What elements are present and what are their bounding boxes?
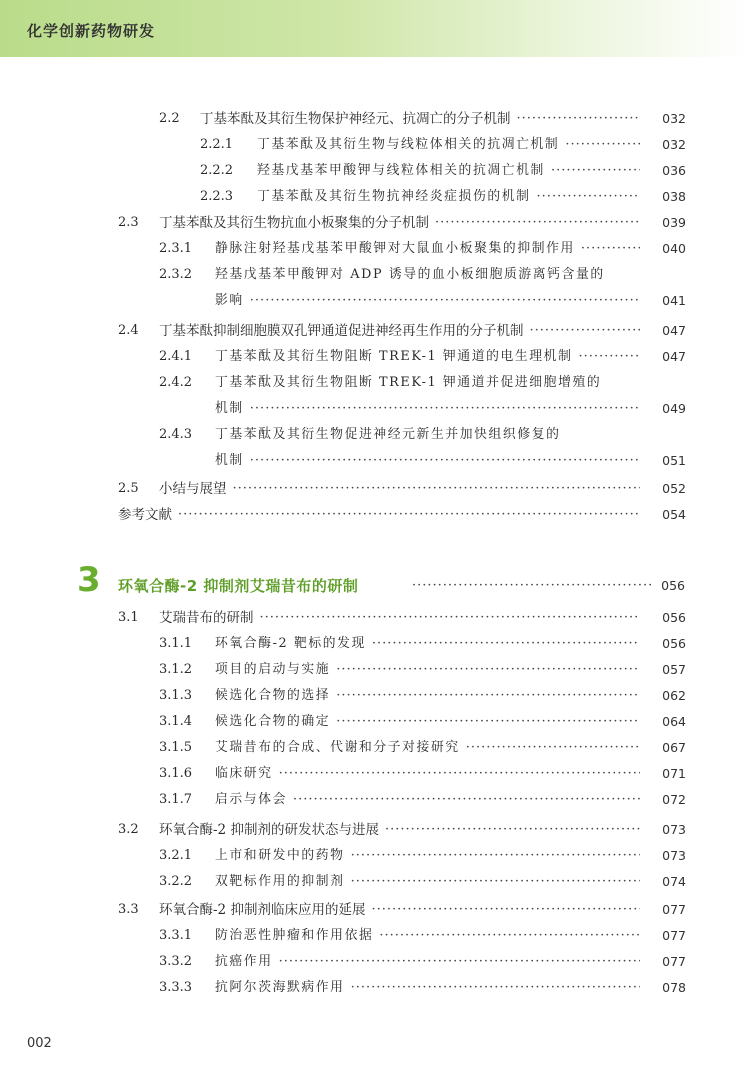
running-header-title: 化学创新药物研发 xyxy=(27,22,156,40)
leader-dots xyxy=(551,160,640,182)
toc-entry-number: 3.2 xyxy=(118,822,139,837)
toc-entry-title: 静脉注射羟基戊基苯甲酸钾对大鼠血小板聚集的抑制作用 xyxy=(215,241,575,256)
leader-dots xyxy=(435,212,640,234)
leader-dots xyxy=(279,951,640,973)
toc-entry xyxy=(0,789,686,811)
toc-entry-number: 2.2.2 xyxy=(200,163,234,178)
leader-dots xyxy=(581,238,640,260)
toc-entry-title: 抗癌作用 xyxy=(215,954,273,969)
toc-entry xyxy=(0,925,686,947)
toc-entry-page: 078 xyxy=(662,980,686,995)
toc-entry-page: 052 xyxy=(662,481,686,496)
toc-entry-page: 077 xyxy=(662,902,686,917)
toc-entry-number: 2.4.2 xyxy=(159,375,193,390)
toc-entry-page: 067 xyxy=(662,740,686,755)
toc-entry xyxy=(0,238,686,260)
toc-entry-title: 小结与展望 xyxy=(159,481,227,497)
leader-dots xyxy=(279,763,640,785)
toc-entry-number: 3.1.6 xyxy=(159,766,193,781)
toc-entry xyxy=(0,659,686,681)
toc-entry xyxy=(0,108,686,130)
toc-entry-page: 032 xyxy=(662,111,686,126)
toc-entry-page: 056 xyxy=(662,610,686,625)
toc-entry xyxy=(0,951,686,973)
toc-entry xyxy=(0,134,686,156)
leader-dots xyxy=(336,659,640,681)
toc-entry-page: 056 xyxy=(662,636,686,651)
toc-entry xyxy=(0,737,686,759)
toc-entry-title: 启示与体会 xyxy=(215,792,287,807)
toc-entry-title: 环氧合酶-2 靶标的发现 xyxy=(215,636,366,651)
toc-entry-number: 2.4 xyxy=(118,323,139,338)
toc-entry xyxy=(0,899,686,921)
toc-entry-title: 丁基苯酞及其衍生物与线粒体相关的抗凋亡机制 xyxy=(257,137,560,152)
toc-entry xyxy=(0,871,686,893)
toc-entry-number: 3.3.3 xyxy=(159,980,193,995)
toc-entry xyxy=(0,711,686,733)
leader-dots xyxy=(336,685,640,707)
toc-entry-title: 候选化合物的确定 xyxy=(215,714,331,729)
toc-entry-title: 参考文献 xyxy=(118,507,172,523)
toc-entry-number: 3.1 xyxy=(118,610,139,625)
toc-entry xyxy=(0,186,686,208)
leader-dots xyxy=(351,845,640,867)
toc-entry-number: 3.3 xyxy=(118,902,139,917)
toc-entry-title: 环氧合酶-2 抑制剂临床应用的延展 xyxy=(159,902,366,918)
toc-entry-page: 041 xyxy=(662,293,686,308)
leader-dots xyxy=(250,290,640,312)
toc-entry-page: 049 xyxy=(662,401,686,416)
toc-entry-number: 2.4.3 xyxy=(159,427,193,442)
leader-dots xyxy=(379,925,640,947)
toc-entry-page: 047 xyxy=(662,323,686,338)
toc-entry-number: 2.2 xyxy=(159,111,180,126)
leader-dots xyxy=(233,478,641,500)
leader-dots xyxy=(412,575,652,597)
toc-entry-page: 051 xyxy=(662,453,686,468)
toc-entry-title: 抗阿尔茨海默病作用 xyxy=(215,980,345,995)
toc-entry-number: 3.1.7 xyxy=(159,792,193,807)
toc-entry-number: 2.2.1 xyxy=(200,137,234,152)
toc-entry-title: 环氧合酶-2 抑制剂的研发状态与进展 xyxy=(159,822,379,838)
toc-entry-page: 071 xyxy=(662,766,686,781)
toc-entry-continuation xyxy=(0,450,686,472)
toc-entry-page: 039 xyxy=(662,215,686,230)
toc-entry-title-continued: 机制 xyxy=(215,401,244,416)
page-number: 002 xyxy=(27,1036,52,1051)
toc-entry xyxy=(0,685,686,707)
toc-entry xyxy=(0,763,686,785)
toc-entry xyxy=(0,607,686,629)
toc-entry-page: 072 xyxy=(662,792,686,807)
toc-entry-number: 2.2.3 xyxy=(200,189,234,204)
toc-entry-page: 064 xyxy=(662,714,686,729)
toc-entry-number: 2.3.2 xyxy=(159,267,193,282)
toc-entry-page: 040 xyxy=(662,241,686,256)
toc-entry xyxy=(0,346,686,368)
toc-entry-page: 036 xyxy=(662,163,686,178)
toc-entry xyxy=(0,819,686,841)
toc-entry xyxy=(0,633,686,655)
toc-entry-continuation xyxy=(0,398,686,420)
toc-entry-number: 3.2.2 xyxy=(159,874,193,889)
leader-dots xyxy=(537,186,640,208)
leader-dots xyxy=(530,320,641,342)
toc-entry-page: 047 xyxy=(662,349,686,364)
toc-entry-title-continued: 机制 xyxy=(215,453,244,468)
toc-entry xyxy=(0,264,686,286)
toc-entry-number: 2.3 xyxy=(118,215,139,230)
toc-entry-number: 3.3.1 xyxy=(159,928,193,943)
toc-entry-number: 3.1.4 xyxy=(159,714,193,729)
toc-entry-title: 丁基苯酞抑制细胞膜双孔钾通道促进神经再生作用的分子机制 xyxy=(159,323,524,339)
toc-entry-title: 丁基苯酞及其衍生物阻断 TREK-1 钾通道并促进细胞增殖的 xyxy=(215,375,602,390)
toc-entry xyxy=(0,320,686,342)
toc-entry-title: 丁基苯酞及其衍生物抗神经炎症损伤的机制 xyxy=(257,189,531,204)
toc-entry xyxy=(0,372,686,394)
chapter-page-number: 056 xyxy=(661,578,685,593)
toc-entry-page: 077 xyxy=(662,928,686,943)
leader-dots xyxy=(371,899,640,921)
toc-entry-number: 3.1.1 xyxy=(159,636,193,651)
toc-entry-title: 艾瑞昔布的合成、代谢和分子对接研究 xyxy=(215,740,460,755)
toc-entry-number: 2.4.1 xyxy=(159,349,193,364)
toc-entry-title-continued: 影响 xyxy=(215,293,244,308)
toc-entry-continuation xyxy=(0,290,686,312)
leader-dots xyxy=(466,737,640,759)
leader-dots xyxy=(250,398,640,420)
leader-dots xyxy=(260,607,641,629)
toc-entry-number: 2.3.1 xyxy=(159,241,193,256)
toc-entry xyxy=(0,845,686,867)
toc-entry-number: 3.3.2 xyxy=(159,954,193,969)
toc-entry-title: 候选化合物的选择 xyxy=(215,688,331,703)
leader-dots xyxy=(351,977,640,999)
leader-dots xyxy=(517,108,641,130)
toc-entry-number: 3.2.1 xyxy=(159,848,193,863)
leader-dots xyxy=(293,789,640,811)
toc-entry-page: 038 xyxy=(662,189,686,204)
toc-entry-page: 032 xyxy=(662,137,686,152)
leader-dots xyxy=(178,504,640,526)
leader-dots xyxy=(372,633,640,655)
toc-entry-title: 丁基苯酞及其衍生物阻断 TREK-1 钾通道的电生理机制 xyxy=(215,349,573,364)
leader-dots xyxy=(250,450,640,472)
toc-entry-page: 057 xyxy=(662,662,686,677)
chapter-title: 环氧合酶-2 抑制剂艾瑞昔布的研制 xyxy=(118,577,359,595)
toc-entry-number: 3.1.2 xyxy=(159,662,193,677)
toc-entry-title: 双靶标作用的抑制剂 xyxy=(215,874,345,889)
toc-entry-title: 上市和研发中的药物 xyxy=(215,848,345,863)
toc-entry-title: 丁基苯酞及其衍生物促进神经元新生并加快组织修复的 xyxy=(215,427,561,442)
toc-entry-title: 羟基戊基苯甲酸钾与线粒体相关的抗凋亡机制 xyxy=(257,163,545,178)
toc-entry xyxy=(0,160,686,182)
toc-entry-number: 3.1.3 xyxy=(159,688,193,703)
toc-entry-page: 077 xyxy=(662,954,686,969)
toc-entry-title: 羟基戊基苯甲酸钾对 ADP 诱导的血小板细胞质游离钙含量的 xyxy=(215,267,605,282)
toc-entry-page: 073 xyxy=(662,822,686,837)
toc-entry-title: 丁基苯酞及其衍生物保护神经元、抗凋亡的分子机制 xyxy=(200,111,511,127)
toc-entry-title: 艾瑞昔布的研制 xyxy=(159,610,254,626)
toc-entry xyxy=(0,212,686,234)
toc-entry-number: 3.1.5 xyxy=(159,740,193,755)
toc-entry-title: 临床研究 xyxy=(215,766,273,781)
toc-entry-title: 丁基苯酞及其衍生物抗血小板聚集的分子机制 xyxy=(159,215,429,231)
toc-entry-page: 062 xyxy=(662,688,686,703)
toc-entry-title: 防治恶性肿瘤和作用依据 xyxy=(215,928,374,943)
toc-entry xyxy=(0,977,686,999)
leader-dots xyxy=(336,711,640,733)
toc-entry xyxy=(0,478,686,500)
toc-entry-page: 054 xyxy=(662,507,686,522)
chapter-number: 3 xyxy=(77,560,101,600)
leader-dots xyxy=(565,134,640,156)
toc-entry-number: 2.5 xyxy=(118,481,139,496)
toc-entry-page: 073 xyxy=(662,848,686,863)
toc-entry xyxy=(0,424,686,446)
leader-dots xyxy=(351,871,640,893)
toc-entry-title: 项目的启动与实施 xyxy=(215,662,331,677)
toc-entry-page: 074 xyxy=(662,874,686,889)
leader-dots xyxy=(578,346,640,368)
leader-dots xyxy=(385,819,640,841)
toc-entry xyxy=(0,504,686,526)
